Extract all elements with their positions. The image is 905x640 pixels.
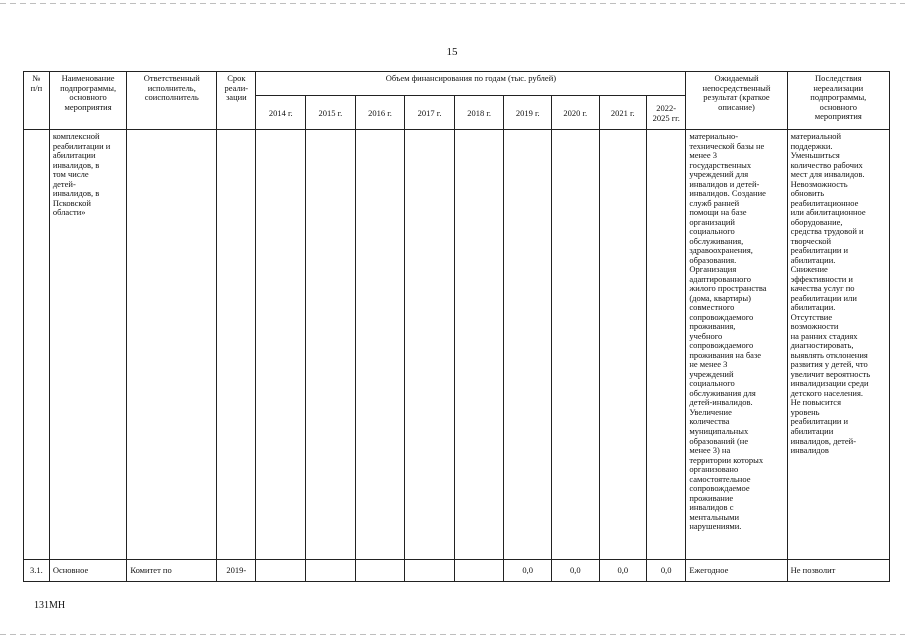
header-name: Наименование подпрограммы, основного мероприятия (49, 72, 127, 130)
header-no: № п/п (24, 72, 50, 130)
header-expected: Ожидаемый непосредственный результат (краткое описание) (686, 72, 787, 130)
row1-value (504, 130, 552, 560)
row2-value (256, 560, 306, 582)
year-2019: 2019 г. (504, 96, 552, 130)
row1-value (551, 130, 599, 560)
row1-value (454, 130, 504, 560)
year-2014: 2014 г. (256, 96, 306, 130)
row1-term (217, 130, 256, 560)
header-consequences: Последствия нереализации подпрограммы, основного мероприятия (787, 72, 889, 130)
row1-consequences: материальной поддержки. Уменьшиться количество рабочих мест для инвалидов. Невозможность обновить реабилитационное или абилитационное оборудование, средства трудовой и творческой реабилитации и абилитации. Снижение эффективности и качества услуг по реабилитации или абилитации. Отсутствие возможности на ранних стадиях диагностировать, выявлять отклонения развития у детей, что увеличит вероятность инвалидизации среди детского населения. Не повысится уровень реабилитации и абилитации инвалидов, детей- инвалидов (787, 130, 889, 560)
year-2015: 2015 г. (306, 96, 356, 130)
scan-artifact-top (0, 3, 905, 4)
year-2021: 2021 г. (599, 96, 647, 130)
row2-value (405, 560, 455, 582)
row2-no: 3.1. (24, 560, 50, 582)
header-term: Срок реали- зации (217, 72, 256, 130)
year-2022-2025: 2022- 2025 гг. (647, 96, 686, 130)
table-row (24, 560, 890, 582)
row2-value (355, 560, 405, 582)
row1-value (256, 130, 306, 560)
row1-value (355, 130, 405, 560)
row2-value (454, 560, 504, 582)
row2-expected: Ежегодное (686, 560, 787, 582)
row1-responsible (127, 130, 217, 560)
row1-no (24, 130, 50, 560)
year-2017: 2017 г. (405, 96, 455, 130)
year-2018: 2018 г. (454, 96, 504, 130)
row2-term: 2019- (217, 560, 256, 582)
year-2016: 2016 г. (355, 96, 405, 130)
row1-value (405, 130, 455, 560)
row2-value: 0,0 (504, 560, 552, 582)
row1-expected: материально- технической базы не менее 3 государственных учреждений для инвалидов и детей- инвалидов. Создание служб ранней помощи на базе организаций социального обслуживания, здравоохранения, образования. Организация адаптированного жилого пространства (дома, квартиры) совместного сопровождаемого проживания, учебного сопровождаемого проживания на базе не менее 3 учреждений социального обслуживания для детей-инвалидов. Увеличение количества муниципальных образований (не менее 3) на территории которых организовано самостоятельное сопровождаемое проживание инвалидов с ментальными нарушениями. (686, 130, 787, 560)
year-2020: 2020 г. (551, 96, 599, 130)
document-code: 131МН (34, 600, 66, 611)
row2-responsible: Комитет по (127, 560, 217, 582)
scan-artifact-bottom (0, 634, 905, 635)
row1-value (599, 130, 647, 560)
row2-name: Основное (49, 560, 127, 582)
row2-value: 0,0 (599, 560, 647, 582)
row2-value (306, 560, 356, 582)
header-financing: Объем финансирования по годам (тыс. рублей) (256, 72, 686, 96)
row1-value (647, 130, 686, 560)
financing-table (23, 71, 890, 582)
header-responsible: Ответственный исполнитель, соисполнитель (127, 72, 217, 130)
header-row (24, 72, 890, 96)
page-number: 15 (446, 46, 458, 58)
row2-value: 0,0 (647, 560, 686, 582)
row2-value: 0,0 (551, 560, 599, 582)
row2-consequences: Не позволит (787, 560, 889, 582)
row1-name: комплексной реабилитации и абилитации инвалидов, в том числе детей- инвалидов, в Псковской области» (49, 130, 127, 560)
row1-value (306, 130, 356, 560)
table-row (24, 130, 890, 560)
